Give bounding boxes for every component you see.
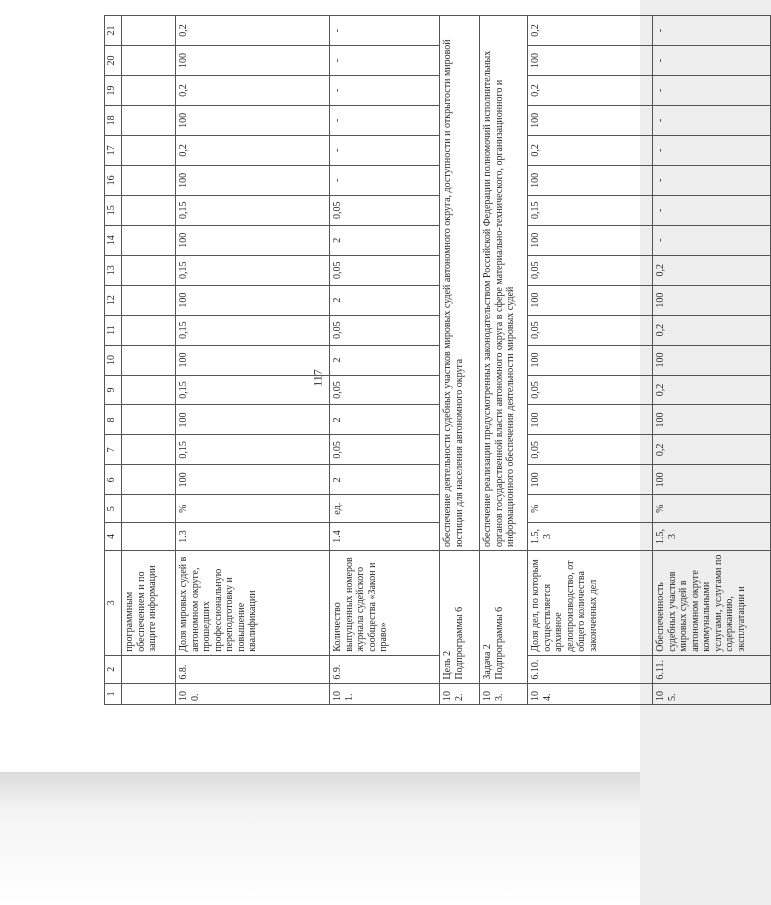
goal-label-cell: Цель 2 Подпрограммы 6 (440, 550, 480, 683)
table-cell (122, 75, 176, 105)
table-cell: 100 (176, 285, 330, 315)
table-row (653, 16, 771, 705)
table-cell (122, 135, 176, 165)
table-cell: 2 (330, 285, 440, 315)
header-row (105, 16, 122, 705)
table-cell (122, 195, 176, 225)
table-cell: 100 (528, 105, 653, 135)
table-cell: 1.4 (330, 523, 440, 551)
rotated-table-container (104, 15, 771, 705)
row-number-cell: 102. (440, 683, 480, 704)
table-cell: 100 (176, 345, 330, 375)
header-cell: 5 (105, 495, 122, 523)
table-cell: - (653, 105, 771, 135)
table-cell: 100 (528, 285, 653, 315)
header-cell: 9 (105, 375, 122, 405)
scan-bottom-edge (0, 772, 640, 905)
table-cell: - (653, 46, 771, 76)
table-cell: 2 (330, 405, 440, 435)
table-row (528, 16, 653, 705)
table-cell: - (653, 225, 771, 255)
table-cell: Количество выпущенных номеров журнала судейского сообщества «Закон и право» (330, 550, 440, 655)
table-cell: % (528, 495, 653, 523)
row-number-cell: 103. (480, 683, 528, 704)
table-cell: 1.5, 3 (528, 523, 653, 551)
header-cell: 11 (105, 315, 122, 345)
table-cell (122, 495, 176, 523)
table-cell: - (653, 195, 771, 225)
table-cell (122, 465, 176, 495)
table-cell: 100 (176, 105, 330, 135)
header-cell: 18 (105, 105, 122, 135)
table-cell: программным обеспечением и по защите информации (122, 550, 176, 655)
header-cell: 2 (105, 655, 122, 683)
table-cell: 0,2 (653, 375, 771, 405)
table-row (330, 16, 440, 705)
table-cell: 0,2 (176, 16, 330, 46)
table-cell: 2 (330, 225, 440, 255)
table-cell (122, 165, 176, 195)
table-cell: 0,2 (528, 75, 653, 105)
table-cell (122, 285, 176, 315)
table-cell (122, 345, 176, 375)
table-cell: 100 (176, 405, 330, 435)
table-cell: 0,2 (528, 135, 653, 165)
table-cell: - (330, 75, 440, 105)
header-cell: 20 (105, 46, 122, 76)
table-cell: 101. (330, 683, 440, 704)
table-cell: 0,05 (330, 375, 440, 405)
header-cell: 15 (105, 195, 122, 225)
table-cell: 6.11. (653, 655, 771, 683)
goal-label-cell: Задача 2 Подпрограммы 6 (480, 550, 528, 683)
table-cell: 100 (528, 46, 653, 76)
table-cell: 100 (176, 225, 330, 255)
table-cell: 6.8. (176, 655, 330, 683)
table-cell: 0,2 (176, 135, 330, 165)
table-cell: - (330, 135, 440, 165)
table-cell: - (330, 165, 440, 195)
table-cell: 0,15 (176, 195, 330, 225)
header-cell: 6 (105, 465, 122, 495)
table-cell: 1.3 (176, 523, 330, 551)
table-cell: % (176, 495, 330, 523)
table-cell (122, 375, 176, 405)
table-cell: 0,05 (330, 315, 440, 345)
header-cell: 4 (105, 523, 122, 551)
table-cell: 0,2 (653, 315, 771, 345)
table-cell: 0,2 (176, 75, 330, 105)
table-cell: 100 (176, 165, 330, 195)
header-cell: 12 (105, 285, 122, 315)
header-cell: 1 (105, 683, 122, 704)
header-cell: 10 (105, 345, 122, 375)
header-cell: 7 (105, 435, 122, 465)
table-cell: 0,15 (176, 435, 330, 465)
table-cell: - (330, 16, 440, 46)
table-row (122, 16, 176, 705)
table-cell (122, 46, 176, 76)
header-cell: 17 (105, 135, 122, 165)
table-cell: 105. (653, 683, 771, 704)
table-cell: 0,2 (653, 435, 771, 465)
table-cell: 2 (330, 345, 440, 375)
table-cell: 2 (330, 465, 440, 495)
table-cell: 100 (653, 465, 771, 495)
table-cell (122, 435, 176, 465)
table-cell: 0,15 (176, 255, 330, 285)
table-cell: - (330, 105, 440, 135)
indicator-table (104, 15, 771, 705)
table-cell: 6.9. (330, 655, 440, 683)
table-cell (122, 225, 176, 255)
table-cell: - (653, 135, 771, 165)
table-cell: 6.10. (528, 655, 653, 683)
goal-text-cell: обеспечение деятельности судебных участков мировых судей автономного округа, доступности и открытости мировой юстиции для населения автономного округа (440, 16, 480, 551)
table-cell: 0,05 (528, 255, 653, 285)
page-number: 117 (310, 369, 325, 387)
table-cell: % (653, 495, 771, 523)
table-cell: 100 (653, 345, 771, 375)
table-cell: ед. (330, 495, 440, 523)
header-cell: 13 (105, 255, 122, 285)
table-cell (122, 405, 176, 435)
table-row (480, 16, 528, 705)
header-cell: 16 (105, 165, 122, 195)
table-cell (122, 655, 176, 683)
table-cell: 0,2 (528, 16, 653, 46)
table-cell: 0,15 (528, 195, 653, 225)
table-cell (122, 315, 176, 345)
table-cell: 0,15 (176, 315, 330, 345)
table-row (176, 16, 330, 705)
table-cell (122, 255, 176, 285)
table-cell: 0,05 (330, 195, 440, 225)
goal-text-cell: обеспечение реализации предусмотренных законодательством Российской Федерации полномочий исполнительных органов государственной власти автономного округа в сфере материально-технического, организационного и информационного обеспечения деятельности мировых судей (480, 16, 528, 551)
table-cell: 100. (176, 683, 330, 704)
table-body (105, 16, 771, 705)
table-cell: Доля дел, по которым осуществляется архивное делопроизводство, от общего количества законченных дел (528, 550, 653, 655)
table-cell: 100 (176, 46, 330, 76)
table-cell: Обеспеченность судебных участков мировых судей в автономном округе коммунальными услугами, услугами по содержанию, эксплуатации и (653, 550, 771, 655)
header-cell: 8 (105, 405, 122, 435)
header-cell: 19 (105, 75, 122, 105)
header-cell: 3 (105, 550, 122, 655)
table-cell: 1.5, 3 (653, 523, 771, 551)
table-cell: - (330, 46, 440, 76)
table-cell (122, 105, 176, 135)
header-cell: 14 (105, 225, 122, 255)
table-cell: 104. (528, 683, 653, 704)
header-cell: 21 (105, 16, 122, 46)
table-cell: - (653, 165, 771, 195)
table-cell: 0,05 (330, 435, 440, 465)
table-cell: 100 (528, 405, 653, 435)
table-cell: 100 (528, 225, 653, 255)
table-cell: 0,15 (176, 375, 330, 405)
table-row (440, 16, 480, 705)
table-cell: 100 (176, 465, 330, 495)
table-cell: 0,05 (528, 375, 653, 405)
table-cell: - (653, 16, 771, 46)
table-cell: 100 (653, 285, 771, 315)
table-cell (122, 523, 176, 551)
table-cell: 0,05 (330, 255, 440, 285)
table-cell: 0,2 (653, 255, 771, 285)
table-cell: 0,05 (528, 435, 653, 465)
table-cell: 100 (653, 405, 771, 435)
table-cell: 100 (528, 165, 653, 195)
table-cell: - (653, 75, 771, 105)
table-cell (122, 683, 176, 704)
table-cell (122, 16, 176, 46)
table-cell: Доля мировых судей в автономном округе, прошедших профессиональную переподготовку и повышение квалификации (176, 550, 330, 655)
table-cell: 0,05 (528, 315, 653, 345)
table-cell: 100 (528, 345, 653, 375)
table-cell: 100 (528, 465, 653, 495)
